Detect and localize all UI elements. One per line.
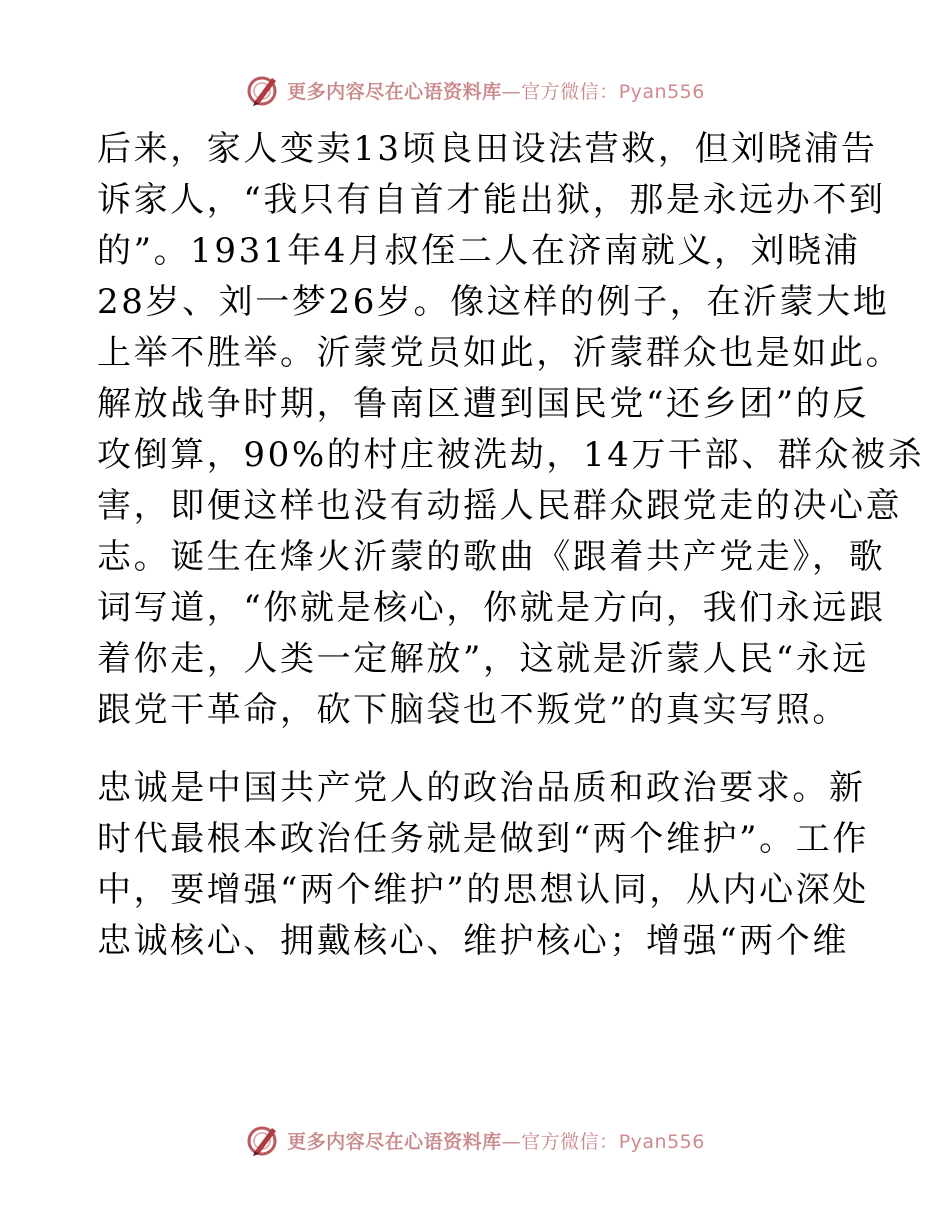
header-banner[interactable] bbox=[0, 72, 950, 108]
pen-circle-logo-icon bbox=[245, 72, 281, 108]
paragraph bbox=[97, 124, 925, 736]
footer-banner[interactable] bbox=[0, 1122, 950, 1158]
text-line: 时代最根本政治任务就是做到“两个维护”。工作 bbox=[97, 819, 869, 859]
text-line: 词写道，“你就是核心，你就是方向，我们永远跟 bbox=[97, 588, 886, 628]
text-line: 跟党干革命，砍下脑袋也不叛党”的真实写照。 bbox=[97, 690, 849, 730]
header-separator: — bbox=[501, 80, 522, 103]
pen-circle-logo-icon bbox=[245, 1122, 281, 1158]
text-line: 忠诚核心、拥戴核心、维护核心；增强“两个维 bbox=[97, 921, 849, 961]
footer-separator: — bbox=[501, 1130, 522, 1153]
text-line: 中，要增强“两个维护”的思想认同，从内心深处 bbox=[97, 870, 869, 910]
text-line: 的”。1931年4月叔侄二人在济南就义，刘晓浦 bbox=[97, 231, 861, 271]
header-wechat-label: 官方微信： bbox=[521, 80, 619, 103]
text-line: 后来，家人变卖13顷良田设法营救，但刘晓浦告 bbox=[97, 129, 878, 169]
text-line: 着你走，人类一定解放”，这就是沂蒙人民“永远 bbox=[97, 639, 869, 679]
text-line: 上举不胜举。沂蒙党员如此，沂蒙群众也是如此。 bbox=[97, 333, 903, 373]
paragraph bbox=[97, 763, 869, 967]
header-wechat-id: Pyan556 bbox=[618, 80, 705, 103]
footer-wechat-label: 官方微信： bbox=[521, 1130, 619, 1153]
text-line: 28岁、刘一梦26岁。像这样的例子，在沂蒙大地 bbox=[97, 282, 890, 322]
text-line: 诉家人，“我只有自首才能出狱，那是永远办不到 bbox=[97, 180, 886, 220]
footer-banner-text bbox=[287, 1127, 705, 1154]
footer-banner-content bbox=[245, 1122, 705, 1158]
header-brand-text: 更多内容尽在心语资料库 bbox=[287, 80, 502, 103]
text-line: 害，即便这样也没有动摇人民群众跟党走的决心意 bbox=[97, 486, 903, 526]
text-line: 解放战争时期，鲁南区遭到国民党“还乡团”的反 bbox=[97, 384, 869, 424]
document-body bbox=[97, 124, 925, 967]
footer-brand-text: 更多内容尽在心语资料库 bbox=[287, 1130, 502, 1153]
header-banner-content bbox=[245, 72, 705, 108]
text-line: 志。诞生在烽火沂蒙的歌曲《跟着共产党走》，歌 bbox=[97, 537, 886, 577]
header-banner-text bbox=[287, 77, 705, 104]
text-line: 攻倒算，90%的村庄被洗劫，14万干部、群众被杀 bbox=[97, 435, 925, 475]
paragraph-spacer bbox=[97, 736, 857, 763]
text-line: 忠诚是中国共产党人的政治品质和政治要求。新 bbox=[97, 768, 866, 808]
footer-wechat-id: Pyan556 bbox=[618, 1130, 705, 1153]
